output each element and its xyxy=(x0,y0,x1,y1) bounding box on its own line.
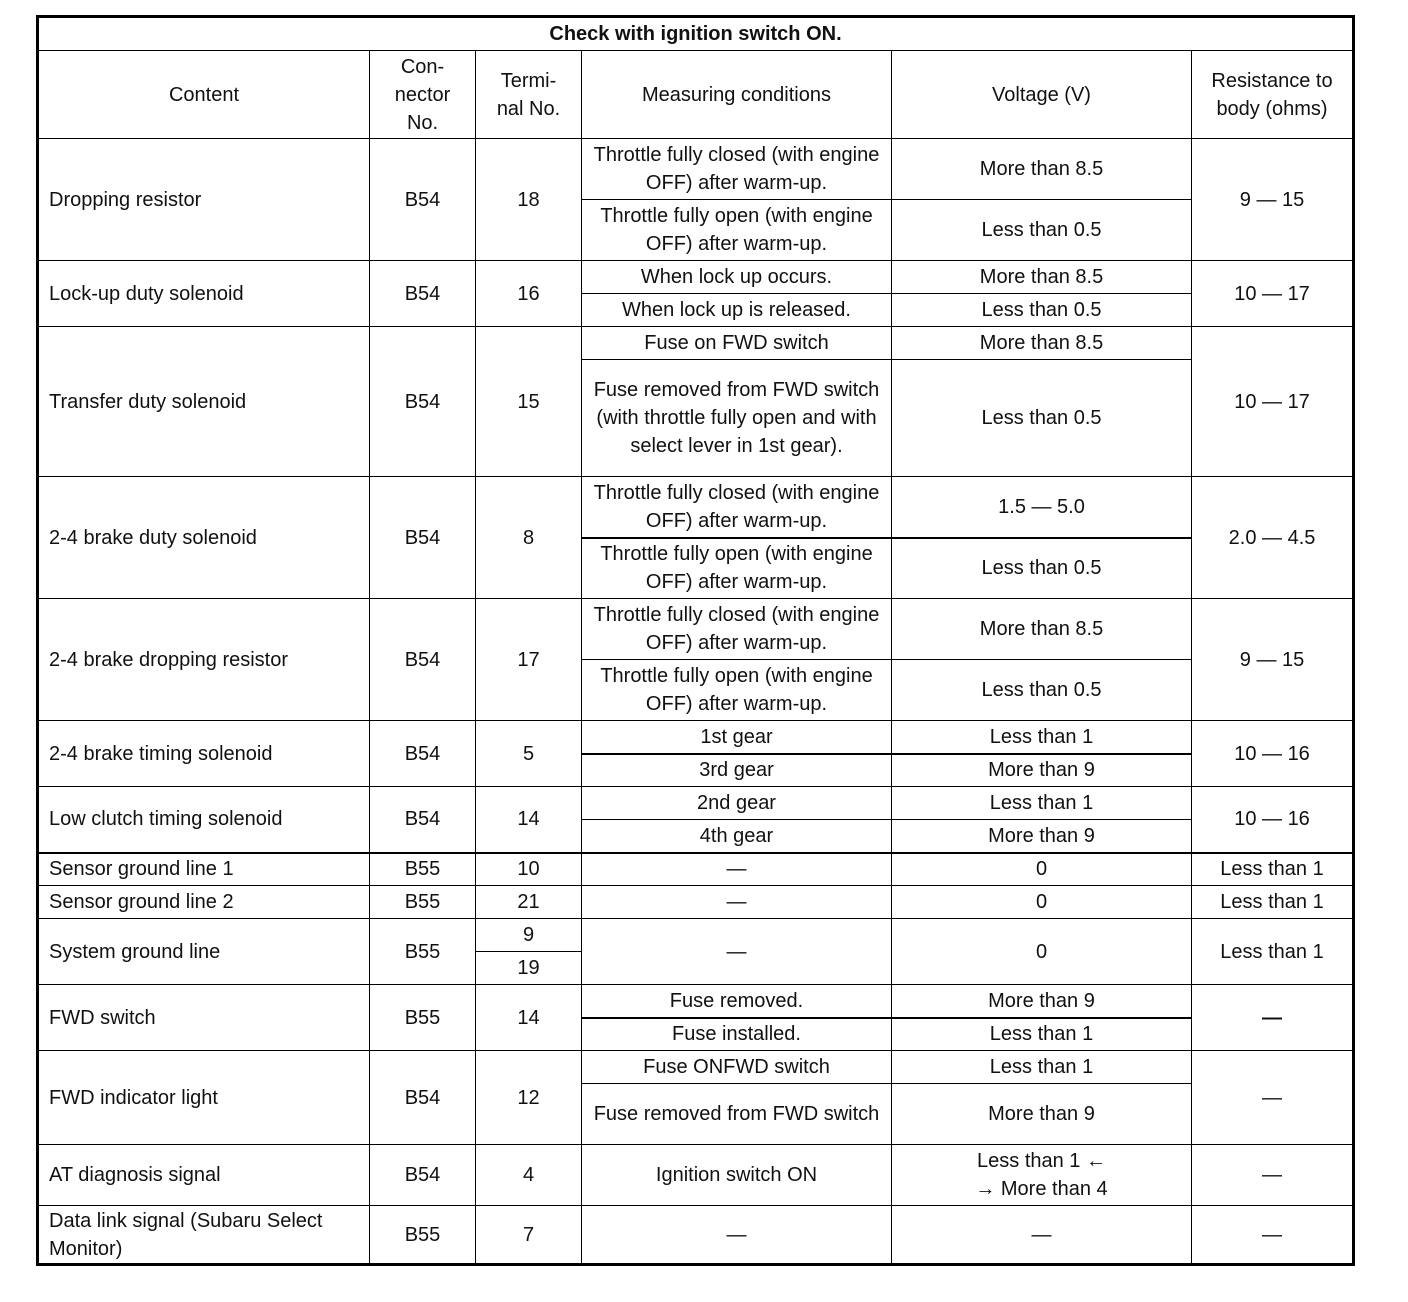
condition-cell: 3rd gear xyxy=(582,754,892,787)
resistance-cell: — xyxy=(1192,1206,1354,1265)
table-title: Check with ignition switch ON. xyxy=(38,17,1354,51)
content-cell: Transfer duty solenoid xyxy=(38,327,370,477)
condition-cell: Throttle fully closed (with engine OFF) after warm-up. xyxy=(582,477,892,538)
condition-cell: Ignition switch ON xyxy=(582,1145,892,1206)
voltage-cell: 0 xyxy=(892,886,1192,919)
condition-cell: Throttle fully open (with engine OFF) after warm-up. xyxy=(582,660,892,721)
table-row xyxy=(38,139,1354,200)
resistance-cell: Less than 1 xyxy=(1192,886,1354,919)
condition-cell: Fuse removed. xyxy=(582,985,892,1018)
condition-cell: 4th gear xyxy=(582,820,892,853)
terminal-cell: 15 xyxy=(476,327,582,477)
table-row xyxy=(38,985,1354,1018)
condition-cell: — xyxy=(582,919,892,985)
header-terminal: Termi- nal No. xyxy=(476,51,582,139)
resistance-cell: — xyxy=(1192,1051,1354,1145)
table-row xyxy=(38,886,1354,919)
condition-cell: Fuse on FWD switch xyxy=(582,327,892,360)
voltage-cell: More than 8.5 xyxy=(892,327,1192,360)
header-resistance: Resistance to body (ohms) xyxy=(1192,51,1354,139)
terminal-cell: 18 xyxy=(476,139,582,261)
resistance-cell: — xyxy=(1192,985,1354,1051)
voltage-cell: Less than 1 xyxy=(892,1051,1192,1084)
voltage-cell: Less than 1 xyxy=(892,787,1192,820)
content-cell: 2-4 brake timing solenoid xyxy=(38,721,370,787)
table-row xyxy=(38,477,1354,538)
header-content: Content xyxy=(38,51,370,139)
voltage-line-1: Less than 1 ← xyxy=(977,1150,1106,1172)
connector-cell: B55 xyxy=(370,853,476,886)
connector-cell: B55 xyxy=(370,1206,476,1265)
terminal-cell: 8 xyxy=(476,477,582,599)
connector-cell: B54 xyxy=(370,721,476,787)
table-row xyxy=(38,853,1354,886)
connector-cell: B54 xyxy=(370,327,476,477)
terminal-cell: 7 xyxy=(476,1206,582,1265)
connector-cell: B55 xyxy=(370,886,476,919)
connector-cell: B55 xyxy=(370,985,476,1051)
table-row xyxy=(38,721,1354,754)
resistance-cell: 10 — 16 xyxy=(1192,721,1354,787)
specification-sheet xyxy=(36,15,1352,1266)
voltage-cell: More than 8.5 xyxy=(892,261,1192,294)
content-cell: System ground line xyxy=(38,919,370,985)
voltage-cell: More than 9 xyxy=(892,820,1192,853)
terminal-cell: 9 xyxy=(476,919,582,952)
terminal-cell: 12 xyxy=(476,1051,582,1145)
condition-cell: Fuse removed from FWD switch (with throttle fully open and with select lever in 1st gear). xyxy=(582,360,892,477)
terminal-cell: 10 xyxy=(476,853,582,886)
condition-cell: Throttle fully closed (with engine OFF) after warm-up. xyxy=(582,139,892,200)
voltage-cell: Less than 0.5 xyxy=(892,660,1192,721)
voltage-cell: Less than 1 xyxy=(892,1018,1192,1051)
condition-cell: When lock up is released. xyxy=(582,294,892,327)
terminal-cell: 14 xyxy=(476,985,582,1051)
connector-cell: B54 xyxy=(370,599,476,721)
voltage-cell: More than 9 xyxy=(892,985,1192,1018)
terminal-cell: 14 xyxy=(476,787,582,853)
voltage-cell: — xyxy=(892,1206,1192,1265)
condition-cell: Fuse removed from FWD switch xyxy=(582,1084,892,1145)
connector-cell: B54 xyxy=(370,477,476,599)
table-row xyxy=(38,261,1354,294)
terminal-cell: 17 xyxy=(476,599,582,721)
table-row xyxy=(38,599,1354,660)
resistance-cell: Less than 1 xyxy=(1192,919,1354,985)
content-cell: Sensor ground line 2 xyxy=(38,886,370,919)
condition-cell: — xyxy=(582,1206,892,1265)
voltage-cell: More than 9 xyxy=(892,754,1192,787)
header-row xyxy=(38,51,1354,139)
resistance-cell: 2.0 — 4.5 xyxy=(1192,477,1354,599)
table-title-row xyxy=(38,17,1354,51)
voltage-cell: More than 8.5 xyxy=(892,139,1192,200)
condition-cell: Throttle fully closed (with engine OFF) after warm-up. xyxy=(582,599,892,660)
resistance-cell: 9 — 15 xyxy=(1192,139,1354,261)
resistance-cell: Less than 1 xyxy=(1192,853,1354,886)
connector-cell: B55 xyxy=(370,919,476,985)
resistance-cell: — xyxy=(1192,1145,1354,1206)
condition-cell: 1st gear xyxy=(582,721,892,754)
condition-cell: Fuse ONFWD switch xyxy=(582,1051,892,1084)
condition-cell: — xyxy=(582,886,892,919)
terminal-cell: 4 xyxy=(476,1145,582,1206)
connector-cell: B54 xyxy=(370,261,476,327)
resistance-cell: 10 — 17 xyxy=(1192,327,1354,477)
content-cell: FWD indicator light xyxy=(38,1051,370,1145)
table-row xyxy=(38,327,1354,360)
content-cell: FWD switch xyxy=(38,985,370,1051)
resistance-cell: 10 — 17 xyxy=(1192,261,1354,327)
resistance-cell: 9 — 15 xyxy=(1192,599,1354,721)
table-row xyxy=(38,1206,1354,1265)
voltage-cell: More than 8.5 xyxy=(892,599,1192,660)
table-row xyxy=(38,1051,1354,1084)
voltage-cell: Less than 0.5 xyxy=(892,200,1192,261)
connector-cell: B54 xyxy=(370,1051,476,1145)
voltage-cell: 0 xyxy=(892,853,1192,886)
header-connector: Con- nector No. xyxy=(370,51,476,139)
header-measuring-conditions: Measuring conditions xyxy=(582,51,892,139)
condition-cell: — xyxy=(582,853,892,886)
content-cell: Dropping resistor xyxy=(38,139,370,261)
voltage-cell xyxy=(892,1145,1192,1206)
content-cell: Low clutch timing solenoid xyxy=(38,787,370,853)
content-cell: 2-4 brake duty solenoid xyxy=(38,477,370,599)
table-row xyxy=(38,919,1354,952)
header-voltage: Voltage (V) xyxy=(892,51,1192,139)
voltage-line-2: → More than 4 xyxy=(975,1178,1108,1200)
voltage-cell: Less than 0.5 xyxy=(892,538,1192,599)
terminal-cell: 16 xyxy=(476,261,582,327)
voltage-cell: More than 9 xyxy=(892,1084,1192,1145)
connector-cell: B54 xyxy=(370,787,476,853)
terminal-check-table xyxy=(36,15,1355,1266)
condition-cell: 2nd gear xyxy=(582,787,892,820)
content-cell: 2-4 brake dropping resistor xyxy=(38,599,370,721)
terminal-cell: 21 xyxy=(476,886,582,919)
condition-cell: Fuse installed. xyxy=(582,1018,892,1051)
condition-cell: When lock up occurs. xyxy=(582,261,892,294)
connector-cell: B54 xyxy=(370,1145,476,1206)
voltage-cell: Less than 0.5 xyxy=(892,294,1192,327)
voltage-cell: 1.5 — 5.0 xyxy=(892,477,1192,538)
terminal-cell: 5 xyxy=(476,721,582,787)
table-row xyxy=(38,1145,1354,1206)
voltage-cell: 0 xyxy=(892,919,1192,985)
content-cell: Sensor ground line 1 xyxy=(38,853,370,886)
content-cell: Lock-up duty solenoid xyxy=(38,261,370,327)
terminal-cell: 19 xyxy=(476,952,582,985)
voltage-cell: Less than 1 xyxy=(892,721,1192,754)
content-cell: AT diagnosis signal xyxy=(38,1145,370,1206)
condition-cell: Throttle fully open (with engine OFF) after warm-up. xyxy=(582,538,892,599)
resistance-cell: 10 — 16 xyxy=(1192,787,1354,853)
condition-cell: Throttle fully open (with engine OFF) after warm-up. xyxy=(582,200,892,261)
connector-cell: B54 xyxy=(370,139,476,261)
voltage-cell: Less than 0.5 xyxy=(892,360,1192,477)
table-row xyxy=(38,787,1354,820)
content-cell: Data link signal (Subaru Select Monitor) xyxy=(38,1206,370,1265)
